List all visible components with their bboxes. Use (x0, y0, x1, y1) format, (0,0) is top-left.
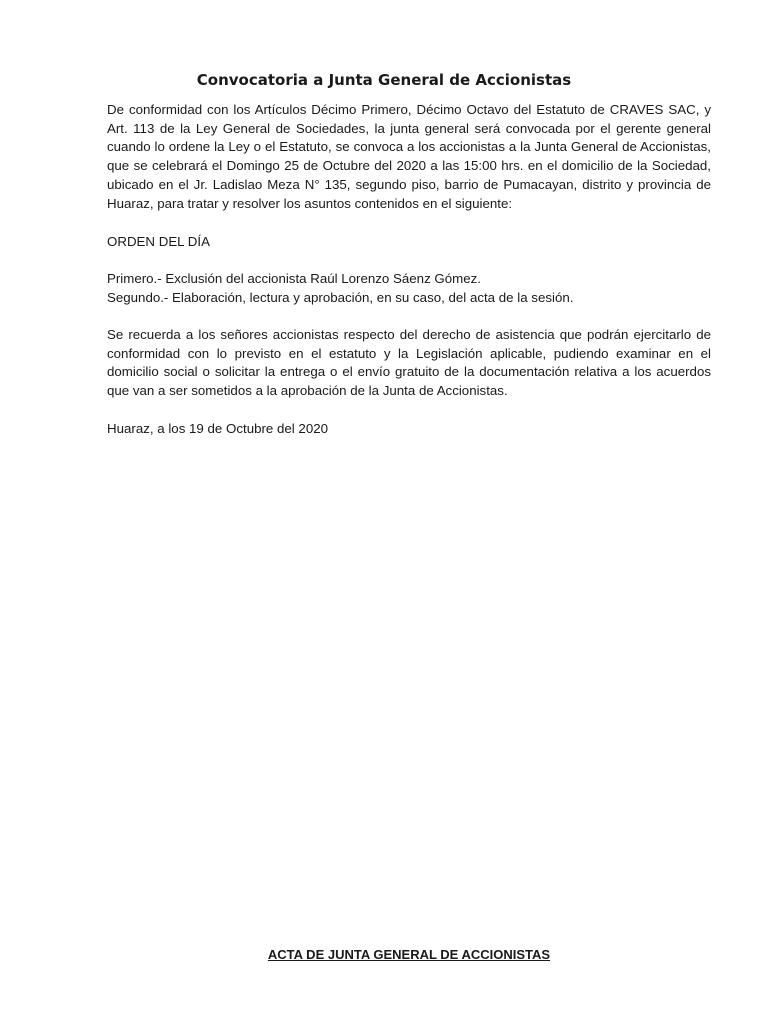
agenda-item-first: Primero.- Exclusión del accionista Raúl Lorenzo Sáenz Gómez. (107, 271, 481, 286)
convocation-paragraph: De conformidad con los Artículos Décimo Primero, Décimo Octavo del Estatuto de CRAVES SAC, y Art. 113 de la Ley General de Sociedades, la junta general será convocada por el gerente general cuando lo ordene la Ley o el Estatuto, se convoca a los accionistas a la Junta General de Accionistas, que se celebrará el Domingo 25 de Octubre del 2020 a las 15:00 hrs. en el domicilio de la Sociedad, ubicado en el Jr. Ladislao Meza N° 135, segundo piso, barrio de Pumacayan, distrito y provincia de Huaraz, para tratar y resolver los asuntos contenidos en el siguiente: (107, 102, 711, 211)
agenda-list (107, 270, 711, 307)
document-title: Convocatoria a Junta General de Accionistas (196, 71, 572, 89)
acta-heading: ACTA DE JUNTA GENERAL DE ACCIONISTAS (267, 947, 551, 962)
agenda-item-second: Segundo.- Elaboración, lectura y aprobación, en su caso, del acta de la sesión. (107, 289, 574, 305)
place-date-line: Huaraz, a los 19 de Octubre del 2020 (107, 421, 329, 436)
attendance-paragraph: Se recuerda a los señores accionistas respecto del derecho de asistencia que podrán ejercitarlo de conformidad con lo previsto en el estatuto y la Legislación aplicable, pudiendo examinar en el domicilio social o solicitar la entrega o el envío gratuito de la documentación relativa a los acuerdos que van a ser sometidos a la aprobación de la Junta de Accionistas. (107, 327, 711, 399)
agenda-heading: ORDEN DEL DÍA (107, 234, 210, 249)
